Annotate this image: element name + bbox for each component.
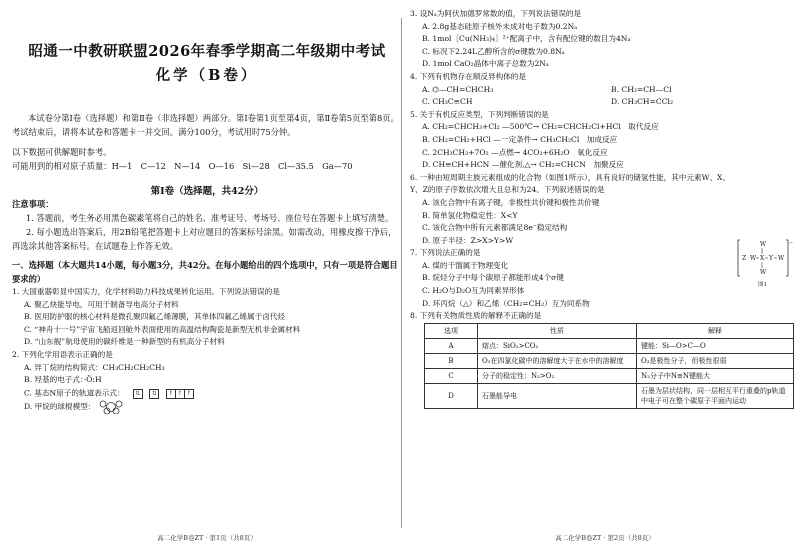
q6-option-b: B. 简单氢化物稳定性：X<Y [422,210,518,220]
q3-option-a: A. 2.8g基态硅原子核外未成对电子数为0.2Nₐ [422,21,578,31]
table-cell: 分子的稳定性：N₂>O₂ [478,368,637,383]
q3-option-d: D. 1mol CaO₂晶体中离子总数为2Nₐ [422,59,549,69]
q7-option-a: A. 煤的干馏属于物理变化 [422,260,509,270]
question-5: 5. 关于有机反应类型，下列判断错误的是 [410,109,549,119]
figure-label: 图1 [758,282,767,288]
table-cell: 石墨能导电 [478,383,637,408]
q6-option-d: D. 原子半径：Z>X>Y>W [422,235,514,245]
intro-text: 本试卷分第Ⅰ卷（选择题）和第Ⅱ卷（非选择题）两部分。第Ⅰ卷第1页至第4页，第Ⅱ卷第5页至第8页。考试结束后，请将本试卷和答题卡一并交回。满分100分，考试用时75分钟。 [12,113,399,137]
svg-text:W: W [760,241,767,248]
page-footer: 高二化学B卷ZT · 第2页（共8页） [555,534,655,542]
table-row [425,368,794,383]
table-header: 选项 [425,323,478,338]
table-row [425,383,794,408]
q2d-text: D. 甲烷的球棍模型： [24,401,96,411]
q4-option-c: C. CH₃C≡CH [422,97,473,107]
section-title: 第Ⅰ卷（选择题，共42分） [150,186,264,197]
q2-option-d [12,400,402,414]
structure-figure [736,236,794,290]
page-footer: 高二化学B卷ZT · 第1页（共8页） [157,534,257,542]
svg-text:Z: Z [742,255,747,262]
svg-text:X: X [760,255,765,262]
q5-option-d: D. CH≡CH+HCN —催化剂,△→ CH₂=CHCN 加聚反应 [422,160,624,170]
table-cell: O₃是极性分子，但极性很弱 [637,353,794,368]
table-cell: B [425,353,478,368]
table-cell: D [425,383,478,408]
orbital-1s: ⇅ [133,387,142,400]
table-cell: N₂分子中N≡N键能大 [637,368,794,383]
table-cell: 熔点：SiO₂>CO₂ [478,338,637,353]
svg-text:Y: Y [769,255,773,262]
table-cell: C [425,368,478,383]
table-header: 性质 [478,323,637,338]
orbital-2s: ⇅ [149,387,158,400]
exam-subtitle: 化学（B卷） [155,67,259,84]
orbital-2p: ↑ ↑ ↑ [166,387,193,400]
methane-ball-model-icon [98,400,124,414]
question-8: 8. 下列有关物质性质的解释不正确的是 [410,311,542,321]
q5-option-c: C. 2CH₃CH₃+7O₂ —点燃→ 4CO₂+6H₂O 氧化反应 [422,147,608,157]
question-6: 6. 一种由短周期主族元素组成的化合物（如图1所示），具有良好的储氢性能，其中元素W、X、Y、Z的原子序数依次增大且总和为24。下列叙述错误的是 [410,172,731,195]
question-3: 3. 设Nₐ为阿伏加德罗常数的值，下列说法错误的是 [410,9,582,18]
question-7: 7. 下列说法正确的是 [410,248,481,258]
q4-option-b: B. CH₂=CH—Cl [611,84,672,94]
q6-option-a: A. 该化合物中有离子键，非极性共价键和极性共价键 [422,197,600,207]
q4-option-a: A. ⌬—CH=CHCH₃ [422,84,494,94]
svg-text:−: − [789,240,794,246]
q6-option-c: C. 该化合物中所有元素都满足8e⁻稳定结构 [422,223,568,233]
table-cell: A [425,338,478,353]
question-2: 2. 下列化学用语表示正确的是 [12,349,113,359]
q4-row-2 [410,96,800,109]
atomic-masses: 可能用到的相对原子质量：H—1 C—12 N—14 O—16 Si—28 Cl—35.5 Ga—70 [12,161,353,171]
q7-option-b: B. 烷烃分子中每个碳原子都能形成4个σ键 [422,273,564,283]
part1-heading: 一、选择题（本大题共14小题，每小题3分，共42分。在每小题给出的四个选项中，只有一项是符合题目要求的） [12,260,398,284]
orbital-diagram [133,387,198,400]
q4-option-d: D. CH₃CH=CCl₂ [611,97,674,107]
q4-row-1 [410,84,800,97]
q7-option-c: C. H₂O与D₂O互为同素异形体 [422,286,525,296]
table-cell: O₃在四氯化碳中的溶解度大于在水中的溶解度 [478,353,637,368]
q2-option-b: B. 羟基的电子式：·Ö:H [24,375,102,385]
q2-option-a: A. 异丁烷的结构简式：CH₃CH₂CH₂CH₃ [24,362,165,372]
q2c-text: C. 基态N原子的轨道表示式： [24,388,125,398]
svg-text:W: W [760,269,767,276]
q3-option-c: C. 标况下2.24L乙醇所含的σ键数为0.8Nₐ [422,46,565,56]
q1-option-c: C. “神舟十一号”宇宙飞船返回舱外表面使用的高温结构陶瓷是新型无机非金属材料 [24,324,301,334]
question-4: 4. 下列有机物存在顺反异构体的是 [410,71,526,81]
q3-option-b: B. 1mol［Cu(NH₃)₄］²⁺配离子中，含有配位键的数目为4Nₐ [422,34,631,44]
svg-text:W: W [778,255,785,262]
q5-option-a: A. CH₂=CHCH₃+Cl₂ —500℃→ CH₂=CHCH₂Cl+HCl 取代反应 [422,122,659,132]
data-note: 以下数据可供解题时参考。 [12,147,112,157]
table-cell: 键能：Si—O>C—O [637,338,794,353]
q7-option-d: D. 环丙烷（△）和乙烯（CH₂=CH₂）互为同系物 [422,298,590,308]
notice-1: 1. 答题前，考生务必用黑色碳素笔将自己的姓名、准考证号、考场号、座位号在答题卡上填写清楚。 [26,213,394,223]
table-row [425,338,794,353]
left-page [12,0,402,550]
notice-title: 注意事项： [12,199,54,209]
table-header: 解释 [637,323,794,338]
property-table [424,323,794,409]
q1-option-b: B. 医用防护服的核心材料是微孔聚四氟乙烯薄膜，其单体四氟乙烯属于卤代烃 [24,312,285,322]
exam-title: 昭通一中教研联盟2026年春季学期高二年级期中考试 [28,43,386,60]
table-row [425,353,794,368]
notice-2: 2. 每小题选出答案后，用2B铅笔把答题卡上对应题目的答案标号涂黑。如需改动，用橡皮擦干净后，再选涂其他答案标号。在试题卷上作答无效。 [12,227,397,251]
q1-option-a: A. 聚乙炔能导电，可用于制备导电高分子材料 [24,299,179,309]
question-1: 1. 大国重器彰显中国实力，化学材料助力科技成果转化运用。下列说法错误的是 [12,287,280,296]
svg-text:W: W [750,255,757,262]
q2-option-c [12,387,402,400]
q1-option-d: D. “山东舰”航母使用的碳纤维是一种新型的有机高分子材料 [24,337,225,347]
right-page [410,0,800,550]
q5-option-b: B. CH₂=CH₂+HCl —一定条件→ CH₃CH₂Cl 加成反应 [422,134,618,144]
table-header-row [425,323,794,338]
table-cell: 石墨为层状结构，同一层相互平行重叠的p轨道中电子可在整个碳原子平面内运动 [637,383,794,408]
